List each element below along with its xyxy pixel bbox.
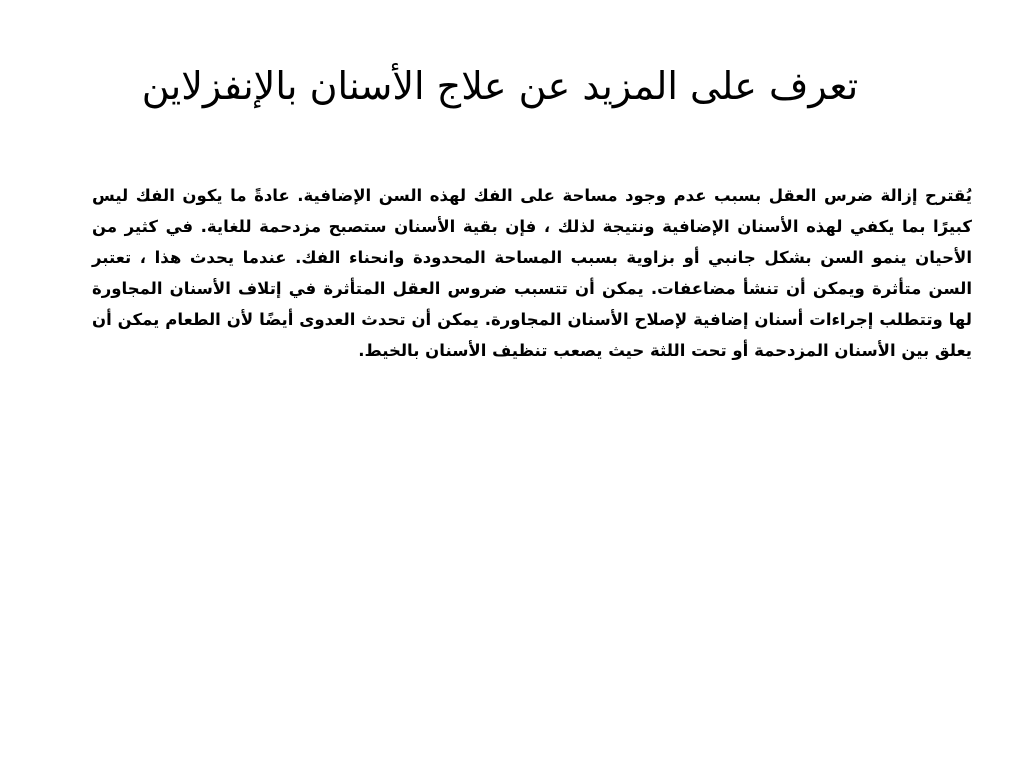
slide-body-text: يُقترح إزالة ضرس العقل بسبب عدم وجود مساحة على الفك لهذه السن الإضافية. عادةً ما يكون الفك ليس كبيرًا بما يكفي لهذه الأسنان الإضافية ونتيجة لذلك ، فإن بقية الأسنان ستصبح مزدحمة للغاية. في كثير من الأحيان ينمو السن بشكل جانبي أو بزاوية بسبب المساحة المحدودة وانحناء الفك. عندما يحدث هذا ، تعتبر السن متأثرة ويمكن أن تنشأ مضاعفات. يمكن أن تتسبب ضروس العقل المتأثرة في إتلاف الأسنان المجاورة لها وتتطلب إجراءات أسنان إضافية لإصلاح الأسنان المجاورة. يمكن أن تحدث العدوى أيضًا لأن الطعام يمكن أن يعلق بين الأسنان المزدحمة أو تحت اللثة حيث يصعب تنظيف الأسنان بالخيط. <box>92 186 972 360</box>
slide-title: تعرف على المزيد عن علاج الأسنان بالإنفزلاين <box>141 64 859 108</box>
